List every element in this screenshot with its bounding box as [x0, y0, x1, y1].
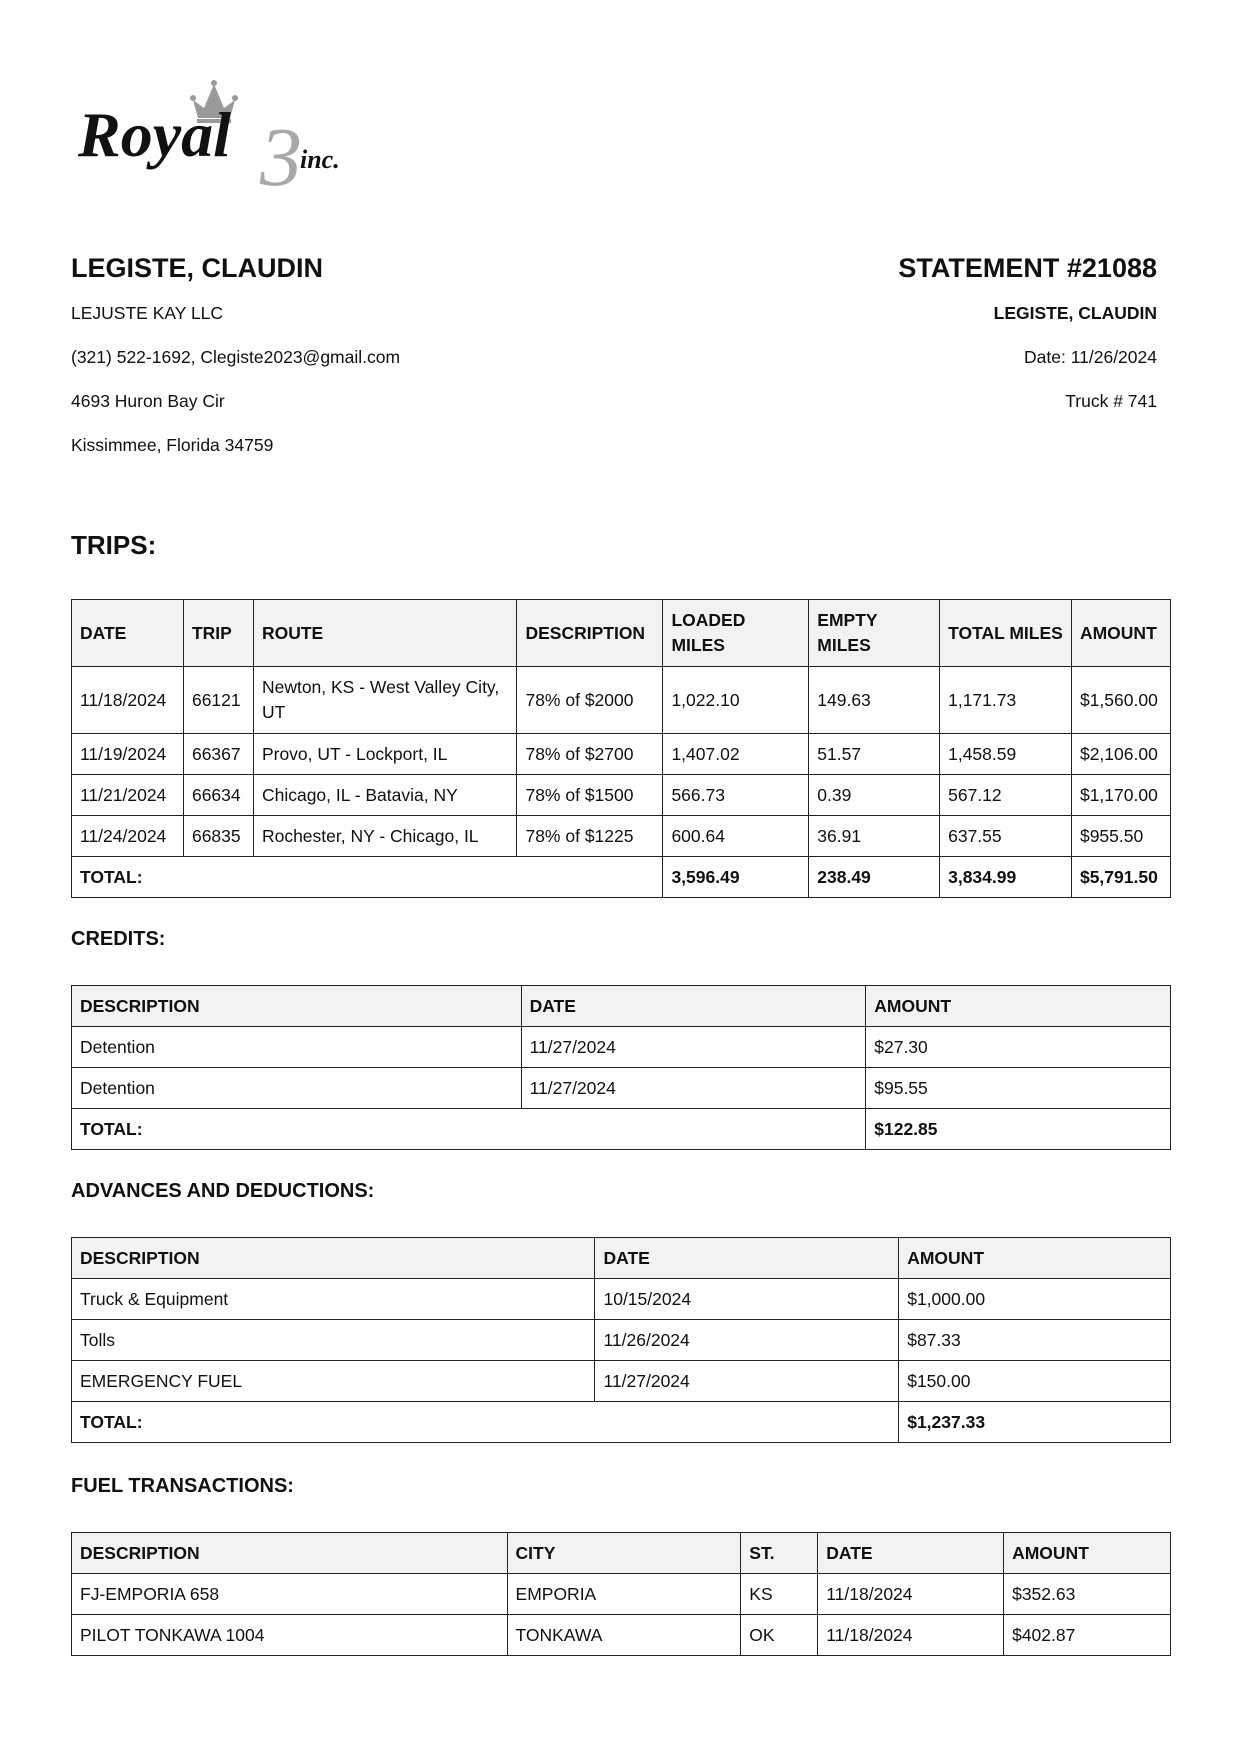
table-cell: 11/26/2024 [595, 1320, 899, 1361]
total-label: TOTAL: [72, 1109, 866, 1150]
column-header: EMPTY MILES [809, 600, 940, 667]
column-header: DESCRIPTION [72, 1533, 508, 1574]
table-cell: Truck & Equipment [72, 1279, 595, 1320]
trips-heading: TRIPS: [71, 530, 157, 560]
column-header: TOTAL MILES [940, 600, 1072, 667]
column-header: DESCRIPTION [517, 600, 663, 667]
table-cell: Provo, UT - Lockport, IL [253, 734, 517, 775]
table-cell: 1,407.02 [663, 734, 809, 775]
table-cell: 566.73 [663, 775, 809, 816]
statement-info [597, 248, 1157, 423]
table-cell: Chicago, IL - Batavia, NY [253, 775, 517, 816]
table-cell: $1,000.00 [899, 1279, 1171, 1320]
column-header: AMOUNT [1004, 1533, 1171, 1574]
fuel-table [71, 1532, 1171, 1656]
table-cell: 149.63 [809, 667, 940, 734]
fuel-body [72, 1574, 1171, 1656]
column-header: DATE [818, 1533, 1004, 1574]
deductions-total-row [72, 1402, 1171, 1443]
driver-name: LEGISTE, CLAUDIN [71, 253, 324, 283]
column-header: DATE [72, 600, 184, 667]
table-cell: 11/24/2024 [72, 816, 184, 857]
credits-heading: CREDITS: [71, 928, 166, 950]
table-row [72, 1320, 1171, 1361]
table-cell: OK [741, 1615, 818, 1656]
table-cell: 36.91 [809, 816, 940, 857]
column-header: DATE [521, 986, 866, 1027]
total-miles: 3,834.99 [940, 857, 1072, 898]
table-cell: Detention [72, 1027, 522, 1068]
table-cell: 11/27/2024 [595, 1361, 899, 1402]
table-row [72, 1615, 1171, 1656]
table-row [72, 1361, 1171, 1402]
table-cell: $150.00 [899, 1361, 1171, 1402]
total-label: TOTAL: [72, 857, 663, 898]
credits-table [71, 985, 1171, 1150]
fuel-heading: FUEL TRANSACTIONS: [71, 1475, 294, 1497]
trips-table [71, 599, 1171, 898]
svg-text:Royal: Royal [78, 99, 231, 170]
table-cell: 11/27/2024 [521, 1068, 866, 1109]
table-row [72, 1027, 1171, 1068]
total-amount: $122.85 [866, 1109, 1171, 1150]
table-cell: 11/18/2024 [72, 667, 184, 734]
statement-date: Date: 11/26/2024 [1024, 347, 1157, 367]
deductions-heading: ADVANCES AND DEDUCTIONS: [71, 1180, 375, 1202]
royal-3-inc-logo [78, 78, 378, 196]
total-empty-miles: 238.49 [809, 857, 940, 898]
table-row [72, 734, 1171, 775]
table-row [72, 816, 1171, 857]
table-row [72, 775, 1171, 816]
column-header: AMOUNT [899, 1238, 1171, 1279]
table-cell: 66121 [183, 667, 253, 734]
column-header: AMOUNT [866, 986, 1171, 1027]
total-amount: $5,791.50 [1071, 857, 1170, 898]
table-cell: 66367 [183, 734, 253, 775]
statement-name: LEGISTE, CLAUDIN [993, 303, 1157, 323]
table-row [72, 1068, 1171, 1109]
driver-company: LEJUSTE KAY LLC [71, 303, 224, 323]
deductions-body [72, 1279, 1171, 1402]
table-cell: 11/19/2024 [72, 734, 184, 775]
table-cell: 567.12 [940, 775, 1072, 816]
table-cell: 66835 [183, 816, 253, 857]
table-cell: 11/21/2024 [72, 775, 184, 816]
table-cell: $87.33 [899, 1320, 1171, 1361]
driver-info [71, 248, 631, 467]
table-cell: $955.50 [1071, 816, 1170, 857]
table-cell: Newton, KS - West Valley City, UT [253, 667, 517, 734]
column-header: DESCRIPTION [72, 1238, 595, 1279]
table-header-row [72, 1238, 1171, 1279]
table-cell: 1,458.59 [940, 734, 1072, 775]
table-cell: FJ-EMPORIA 658 [72, 1574, 508, 1615]
table-row [72, 667, 1171, 734]
table-cell: 1,022.10 [663, 667, 809, 734]
table-cell: Detention [72, 1068, 522, 1109]
total-amount: $1,237.33 [899, 1402, 1171, 1443]
table-row [72, 1279, 1171, 1320]
column-header: DATE [595, 1238, 899, 1279]
column-header: ROUTE [253, 600, 517, 667]
table-header-row [72, 600, 1171, 667]
total-loaded-miles: 3,596.49 [663, 857, 809, 898]
credits-total-row [72, 1109, 1171, 1150]
table-cell: KS [741, 1574, 818, 1615]
table-cell: $1,560.00 [1071, 667, 1170, 734]
table-cell: EMPORIA [507, 1574, 741, 1615]
table-cell: 637.55 [940, 816, 1072, 857]
table-cell: $2,106.00 [1071, 734, 1170, 775]
truck-number: Truck # 741 [1065, 391, 1157, 411]
table-cell: Tolls [72, 1320, 595, 1361]
table-cell: 11/18/2024 [818, 1574, 1004, 1615]
table-cell: 11/27/2024 [521, 1027, 866, 1068]
table-cell: TONKAWA [507, 1615, 741, 1656]
table-cell: 78% of $1500 [517, 775, 663, 816]
table-cell: 0.39 [809, 775, 940, 816]
table-row [72, 1574, 1171, 1615]
driver-address-line1: 4693 Huron Bay Cir [71, 391, 225, 411]
table-cell: 600.64 [663, 816, 809, 857]
table-cell: 51.57 [809, 734, 940, 775]
column-header: TRIP [183, 600, 253, 667]
column-header: AMOUNT [1071, 600, 1170, 667]
column-header: ST. [741, 1533, 818, 1574]
total-label: TOTAL: [72, 1402, 899, 1443]
table-cell: 78% of $2700 [517, 734, 663, 775]
statement-title: STATEMENT #21088 [898, 253, 1157, 283]
table-cell: 78% of $2000 [517, 667, 663, 734]
svg-text:inc.: inc. [300, 145, 340, 174]
column-header: CITY [507, 1533, 741, 1574]
table-cell: $352.63 [1004, 1574, 1171, 1615]
driver-contact: (321) 522-1692, Clegiste2023@gmail.com [71, 347, 401, 367]
column-header: LOADED MILES [663, 600, 809, 667]
table-cell: PILOT TONKAWA 1004 [72, 1615, 508, 1656]
table-cell: 78% of $1225 [517, 816, 663, 857]
trips-total-row [72, 857, 1171, 898]
table-cell: $402.87 [1004, 1615, 1171, 1656]
table-cell: 66634 [183, 775, 253, 816]
table-cell: $27.30 [866, 1027, 1171, 1068]
table-header-row [72, 1533, 1171, 1574]
column-header: DESCRIPTION [72, 986, 522, 1027]
company-logo [78, 78, 378, 196]
table-cell: EMERGENCY FUEL [72, 1361, 595, 1402]
deductions-table [71, 1237, 1171, 1443]
trips-body [72, 667, 1171, 857]
table-header-row [72, 986, 1171, 1027]
svg-text:3: 3 [260, 111, 302, 196]
driver-address-line2: Kissimmee, Florida 34759 [71, 435, 274, 455]
table-cell: Rochester, NY - Chicago, IL [253, 816, 517, 857]
table-cell: 11/18/2024 [818, 1615, 1004, 1656]
table-cell: $1,170.00 [1071, 775, 1170, 816]
table-cell: 1,171.73 [940, 667, 1072, 734]
table-cell: $95.55 [866, 1068, 1171, 1109]
table-cell: 10/15/2024 [595, 1279, 899, 1320]
credits-body [72, 1027, 1171, 1109]
